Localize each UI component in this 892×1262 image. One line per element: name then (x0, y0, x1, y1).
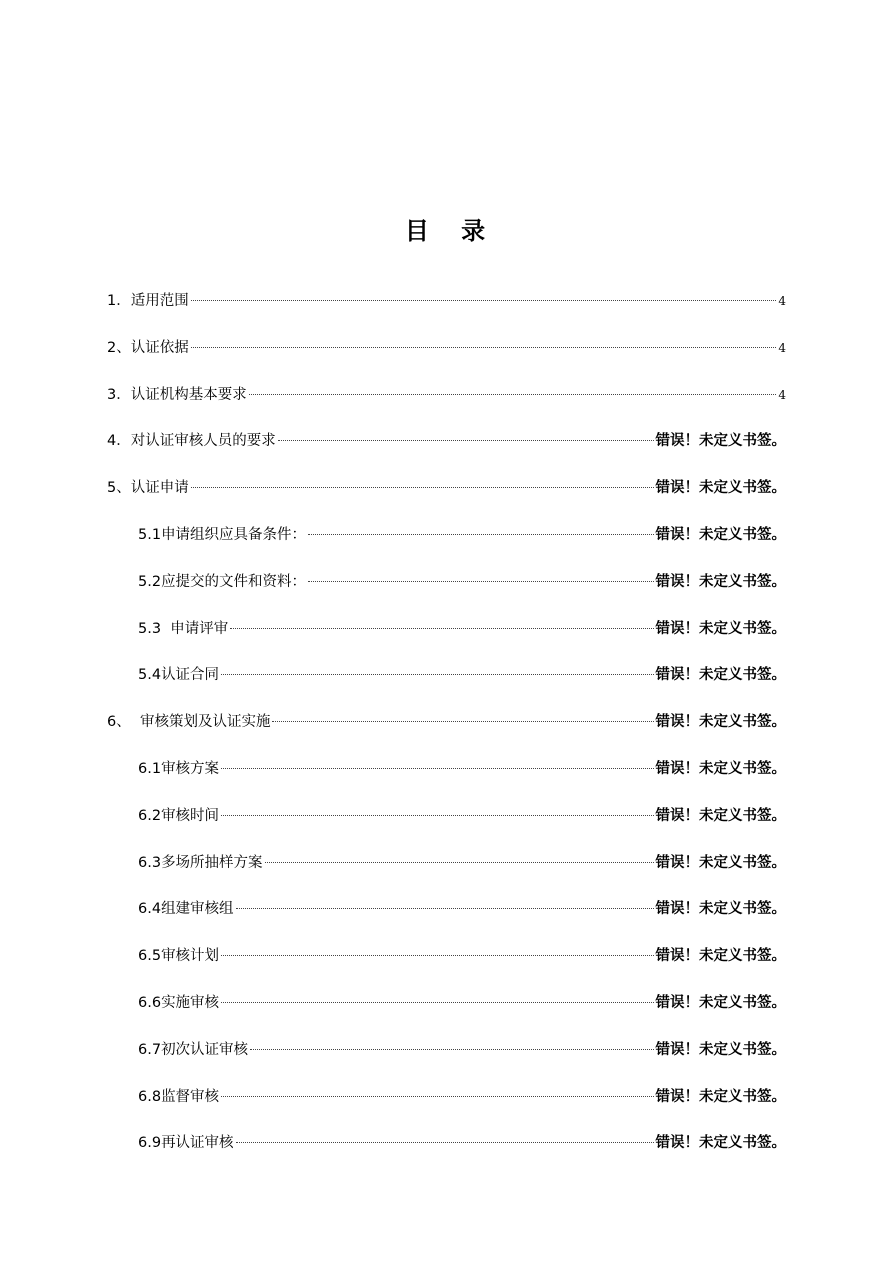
toc-entry[interactable] (107, 382, 786, 429)
toc-entry[interactable] (107, 616, 786, 663)
toc-entry-page: 错误！未定义书签。 (655, 573, 786, 590)
toc-entry-number: 6.7 (138, 1041, 162, 1058)
toc-entry-number: 5、 (107, 480, 131, 497)
toc-entry-number: 4． (107, 433, 131, 450)
dot-leader (272, 721, 653, 722)
dot-leader (191, 347, 777, 348)
toc-entry-label (138, 616, 228, 642)
toc-entry-page: 错误！未定义书签。 (655, 433, 786, 450)
toc-entry-page: 错误！未定义书签。 (655, 1135, 786, 1152)
dot-leader (221, 1002, 653, 1003)
dot-leader (250, 1049, 653, 1050)
toc-entry-number: 6.2 (138, 807, 162, 824)
toc-entry-page: 错误！未定义书签。 (655, 620, 786, 637)
toc-entry-label (138, 1037, 248, 1063)
toc-entry-text: 对认证审核人员的要求 (130, 433, 276, 450)
toc-entry[interactable] (107, 1130, 786, 1177)
dot-leader (221, 1096, 653, 1097)
toc-entry-text: 适用范围 (130, 293, 189, 309)
table-of-contents (107, 288, 786, 1177)
dot-leader (191, 487, 654, 488)
toc-entry-label (138, 522, 306, 548)
toc-entry-number: 6.4 (138, 901, 162, 918)
toc-entry[interactable] (107, 569, 786, 616)
toc-entry-label (138, 990, 219, 1016)
toc-entry-number: 2、 (107, 339, 131, 356)
toc-entry[interactable] (107, 896, 786, 943)
toc-entry-text: 认证合同 (161, 667, 220, 684)
toc-entry-text: 再认证审核 (161, 1135, 234, 1152)
toc-entry-page: 4 (778, 387, 786, 402)
toc-entry-label (138, 662, 219, 688)
toc-entry[interactable] (107, 288, 786, 335)
toc-entry-label (138, 896, 234, 922)
dot-leader (221, 674, 653, 675)
toc-entry[interactable] (107, 756, 786, 803)
toc-entry-text: 监督审核 (161, 1088, 220, 1105)
dot-leader (308, 581, 653, 582)
toc-entry-number: 6.3 (138, 854, 162, 871)
toc-entry-text: 申请评审 (161, 620, 229, 637)
toc-entry-text: 应提交的文件和资料： (161, 573, 307, 590)
toc-entry-label (138, 1084, 219, 1110)
toc-entry-number: 6.5 (138, 948, 162, 965)
dot-leader (236, 1142, 654, 1143)
toc-entry-label (138, 756, 219, 782)
toc-entry-label (107, 335, 189, 361)
toc-entry[interactable] (107, 1084, 786, 1131)
toc-entry[interactable] (107, 1037, 786, 1084)
toc-entry-number: 3． (107, 386, 131, 403)
toc-entry-number: 6.9 (138, 1135, 162, 1152)
toc-entry-label (107, 709, 270, 735)
dot-leader (221, 955, 653, 956)
toc-entry-page: 4 (778, 340, 786, 355)
toc-title: 目 录 (404, 217, 498, 245)
toc-entry-page: 错误！未定义书签。 (655, 994, 786, 1011)
toc-entry-page: 错误！未定义书签。 (655, 948, 786, 965)
toc-entry[interactable] (107, 990, 786, 1037)
toc-entry-label (107, 475, 189, 501)
toc-entry-page: 错误！未定义书签。 (655, 714, 786, 731)
toc-entry-text: 审核策划及认证实施 (130, 714, 271, 731)
toc-entry-label (138, 850, 263, 876)
toc-entry-text: 申请组织应具备条件： (161, 526, 307, 543)
toc-entry-number: 6、 (107, 714, 131, 731)
toc-entry-label (138, 803, 219, 829)
dot-leader (221, 768, 653, 769)
toc-entry-text: 实施审核 (161, 994, 220, 1011)
toc-entry-label (107, 382, 247, 408)
toc-entry[interactable] (107, 662, 786, 709)
toc-entry[interactable] (107, 803, 786, 850)
toc-entry-page: 错误！未定义书签。 (655, 526, 786, 543)
toc-entry-number: 5.3 (138, 620, 162, 637)
toc-entry-page: 错误！未定义书签。 (655, 901, 786, 918)
toc-entry-page: 错误！未定义书签。 (655, 667, 786, 684)
dot-leader (278, 440, 654, 441)
toc-entry-text: 组建审核组 (161, 901, 234, 918)
dot-leader (265, 862, 654, 863)
toc-entry-text: 多场所抽样方案 (161, 854, 263, 871)
toc-entry-text: 审核方案 (161, 760, 220, 777)
toc-entry-label (107, 288, 189, 314)
toc-entry-page: 错误！未定义书签。 (655, 1041, 786, 1058)
toc-entry-label (138, 569, 306, 595)
toc-entry[interactable] (107, 943, 786, 990)
toc-entry-page: 错误！未定义书签。 (655, 1088, 786, 1105)
toc-entry[interactable] (107, 850, 786, 897)
dot-leader (308, 534, 653, 535)
dot-leader (221, 815, 653, 816)
toc-entry-label (138, 943, 219, 969)
toc-entry-page: 错误！未定义书签。 (655, 807, 786, 824)
dot-leader (236, 908, 654, 909)
toc-entry-label (138, 1130, 234, 1156)
dot-leader (191, 300, 777, 301)
toc-entry-number: 5.1 (138, 526, 162, 543)
toc-entry-page: 4 (778, 294, 786, 308)
toc-entry-text: 审核时间 (161, 807, 220, 824)
toc-entry[interactable] (107, 709, 786, 756)
toc-entry-text: 审核计划 (161, 948, 220, 965)
toc-entry-label (107, 428, 276, 454)
toc-entry-text: 初次认证审核 (161, 1041, 249, 1058)
toc-entry-page: 错误！未定义书签。 (655, 854, 786, 871)
dot-leader (230, 628, 653, 629)
toc-entry-page: 错误！未定义书签。 (655, 760, 786, 777)
toc-entry-number: 6.1 (138, 760, 162, 777)
toc-entry-text: 认证申请 (130, 480, 189, 497)
toc-entry-number: 5.4 (138, 667, 162, 684)
toc-entry-number: 6.8 (138, 1088, 162, 1105)
toc-entry-number: 6.6 (138, 994, 162, 1011)
toc-entry-text: 认证依据 (130, 339, 189, 356)
toc-entry[interactable] (107, 335, 786, 382)
toc-entry-number: 5.2 (138, 573, 162, 590)
toc-entry[interactable] (107, 522, 786, 569)
toc-entry-text: 认证机构基本要求 (130, 386, 247, 403)
toc-entry-number: 1． (107, 293, 131, 309)
toc-entry[interactable] (107, 428, 786, 475)
toc-entry-page: 错误！未定义书签。 (655, 480, 786, 497)
toc-entry[interactable] (107, 475, 786, 522)
dot-leader (249, 394, 777, 395)
